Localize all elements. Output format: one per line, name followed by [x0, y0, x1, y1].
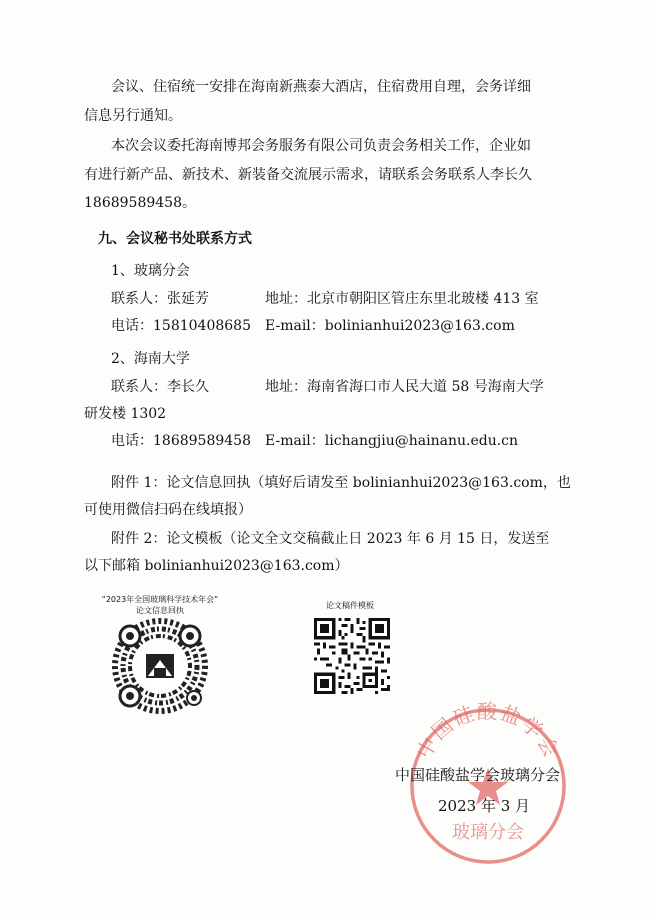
- paragraph-line: 有进行新产品、新技术、新装备交流展示需求，请联系会务联系人李长久: [84, 167, 532, 183]
- qr-right-caption: 论文稿件模板: [326, 601, 374, 610]
- seal-text-top: 中国硅酸盐学会: [411, 700, 565, 763]
- contact-phone: 电话：15810408685: [111, 318, 251, 334]
- qr-code-icon[interactable]: [314, 618, 390, 694]
- attachment-line: 以下邮箱 bolinianhui2023@163.com）: [84, 558, 349, 574]
- seal-text-bottom: 玻璃分会: [452, 822, 524, 843]
- paragraph-line: 信息另行通知。: [84, 108, 182, 124]
- paragraph-line: 18689589458。: [84, 195, 196, 211]
- paragraph-line: 本次会议委托海南博邦会务服务有限公司负责会务相关工作，企业如: [111, 138, 531, 154]
- qr-left-caption: 论文信息回执: [136, 606, 184, 615]
- qr-left-caption: “2023年全国玻璃科学技术年会”: [101, 595, 219, 604]
- svg-text:中国硅酸盐学会: [412, 700, 565, 763]
- attachment-line: 可使用微信扫码在线填报）: [84, 502, 252, 518]
- contact-address: 地址：海南省海口市人民大道 58 号海南大学: [265, 379, 544, 395]
- contact-address: 地址：北京市朝阳区管庄东里北玻楼 413 室: [265, 291, 539, 307]
- wechat-miniprogram-code-icon[interactable]: [112, 618, 208, 714]
- paragraph-line: 会议、住宿统一安排在海南新燕泰大酒店，住宿费用自理，会务详细: [111, 79, 531, 95]
- attachment-line: 附件 1：论文信息回执（填好后请发至 bolinianhui2023@163.com，也: [111, 475, 571, 491]
- contact-group-title: 2、海南大学: [111, 351, 190, 367]
- contact-person: 联系人：张延芳: [111, 291, 209, 307]
- contact-phone: 电话：18689589458: [111, 433, 251, 449]
- signature-date: 2023 年 3 月: [438, 797, 531, 815]
- contact-address-continued: 研发楼 1302: [84, 406, 167, 422]
- section-heading: 九、会议秘书处联系方式: [98, 231, 252, 247]
- contact-person: 联系人：李长久: [111, 379, 209, 395]
- attachment-line: 附件 2：论文模板（论文全文交稿截止日 2023 年 6 月 15 日，发送至: [111, 531, 550, 547]
- contact-email: E-mail：lichangjiu@hainanu.edu.cn: [265, 433, 519, 449]
- contact-group-title: 1、玻璃分会: [111, 263, 190, 279]
- contact-email: E-mail：bolinianhui2023@163.com: [265, 318, 515, 334]
- signature-org: 中国硅酸盐学会玻璃分会: [395, 766, 561, 784]
